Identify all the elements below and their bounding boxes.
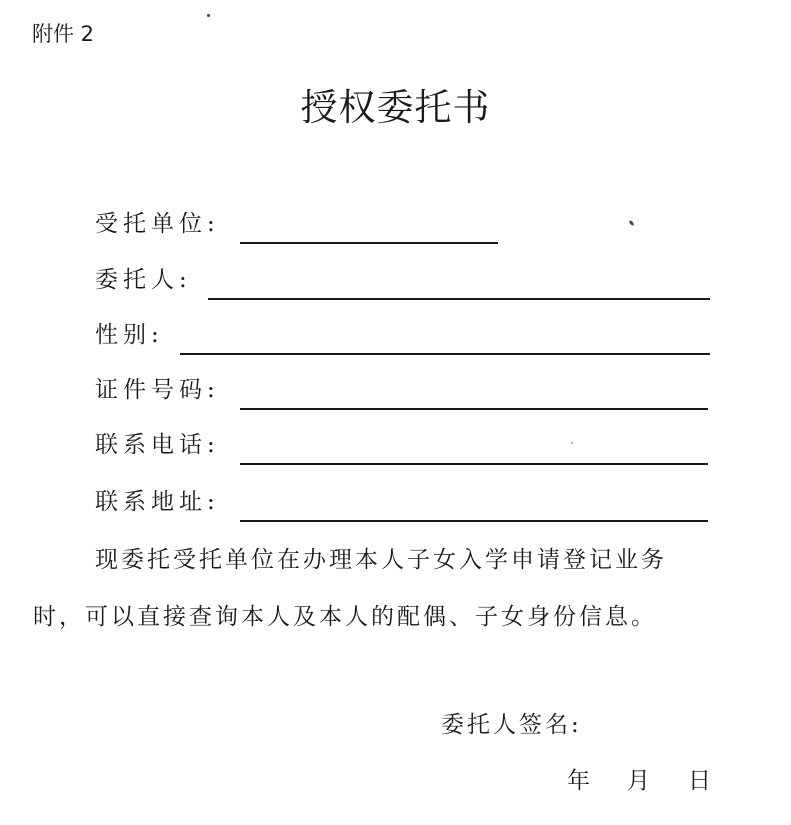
scan-speck <box>628 220 634 227</box>
field-gender <box>95 319 710 355</box>
field-phone <box>95 429 708 465</box>
field-line-phone[interactable] <box>240 463 708 465</box>
field-address <box>95 486 708 522</box>
scan-speck <box>207 14 210 17</box>
attachment-label: 附件 2 <box>32 22 95 46</box>
signature-label: 委托人签名: <box>441 712 582 738</box>
field-trustee-unit <box>95 208 505 244</box>
body-paragraph-line-2: 时，可以直接查询本人及本人的配偶、子女身份信息。 <box>33 604 657 630</box>
field-id-number <box>95 374 708 410</box>
document-title: 授权委托书 <box>300 86 491 129</box>
field-label-id-number: 证件号码: <box>95 377 220 403</box>
field-label-address: 联系地址: <box>95 489 220 515</box>
field-line-trustee-unit[interactable] <box>240 242 498 244</box>
field-label-trustee-unit: 受托单位: <box>95 211 220 237</box>
field-label-gender: 性别: <box>95 322 164 348</box>
date-year-label: 年 <box>567 768 590 794</box>
field-line-principal[interactable] <box>208 298 710 300</box>
field-label-phone: 联系电话: <box>95 432 220 458</box>
field-principal <box>95 264 710 300</box>
field-line-address[interactable] <box>240 520 708 522</box>
field-line-id-number[interactable] <box>240 408 708 410</box>
body-paragraph-line-1: 现委托受托单位在办理本人子女入学申请登记业务 <box>95 547 667 573</box>
date-day-label: 日 <box>688 768 711 794</box>
field-line-gender[interactable] <box>180 353 710 355</box>
date-month-label: 月 <box>627 768 650 794</box>
scan-speck <box>571 442 573 444</box>
field-label-principal: 委托人: <box>95 267 192 293</box>
